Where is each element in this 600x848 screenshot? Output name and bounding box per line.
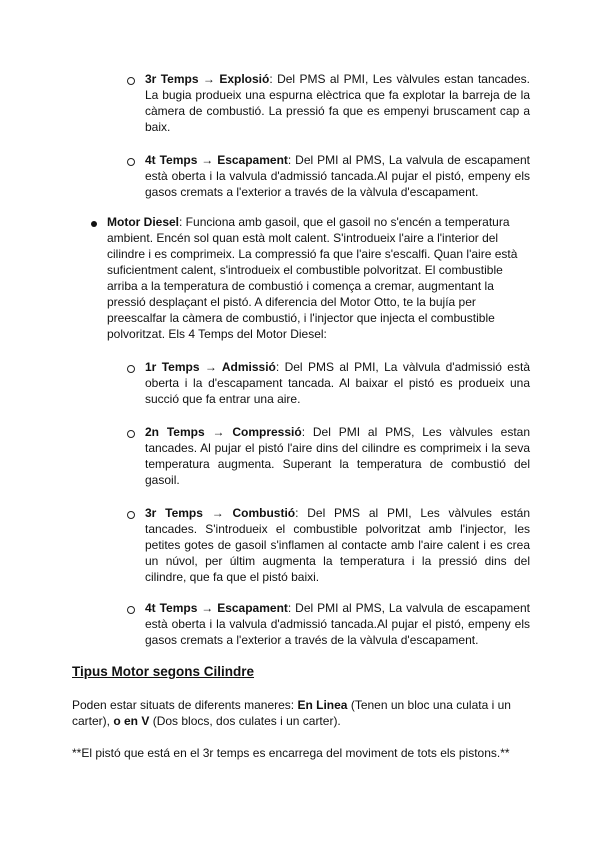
item-title: 2n Temps → Compressió: [145, 425, 302, 439]
item-text: : Del PMS al PMI, Les vàlvules están tancades. S'introdueix el combustible polvoritzat amb l'injector, les petites gotes de gasoil s'inflamen al contacte amb l'aire calent i es crea un núvol, per últim augmenta la temperatura i la pressió dins del cilindre, que fa que el pistó baixi.: [145, 506, 531, 584]
section-heading: Tipus Motor segons Cilindre: [72, 664, 255, 679]
diesel-title: Motor Diesel: [107, 215, 180, 229]
list-item: [145, 152, 530, 200]
para-bold: En Linea: [297, 698, 348, 712]
item-title: 4t Temps → Escapament: [145, 153, 288, 167]
diesel-text: : Funciona amb gasoil, que el gasoil no s'encén a temperatura ambient. Encén sol quan està molt calent. S'introdueix l'aire a l'interior del cilindre i es comprimeix. La compressió fa que l'aire s'escalfi. Quan l'aire està suficientment calent, s'introdueix el combustible polvoritzat. El combustible arriba a la temperatura de combustió i comença a cremar, augmentant la pressió desplaçant el pistó. A diferencia del Motor Otto, te la bujía per preescalfar la càmera de combustió, i l'injector que injecta el combustible polvoritzat. Els 4 Temps del Motor Diesel:: [107, 215, 518, 341]
hollow-bullet-icon: [127, 511, 135, 519]
list-item: [145, 71, 530, 135]
para-text: (Dos blocs, dos culates i un carter).: [149, 714, 341, 728]
para-bold: o en V: [113, 714, 150, 728]
item-text: : Del PMI al PMS, Les vàlvules estan tancades. Al pujar el pistó l'aire dins del cilindre es comprimeix i la seva temperatura augmenta. Superant la temperatura de combustió del gasoil.: [145, 425, 530, 487]
hollow-bullet-icon: [127, 77, 135, 85]
list-item: [145, 359, 530, 407]
list-item: [145, 505, 530, 585]
note-paragraph: **El pistó que está en el 3r temps es encarrega del moviment de tots els pistons.**: [72, 746, 510, 760]
filled-bullet-icon: [91, 221, 97, 227]
list-item: [145, 600, 530, 648]
hollow-bullet-icon: [127, 365, 135, 373]
item-text: : Del PMS al PMI, La vàlvula d'admissió està oberta i la d'escapament tancada. Al baixar el pistó es produeix una succió que fa entrar una aire.: [145, 360, 530, 406]
hollow-bullet-icon: [127, 430, 135, 438]
item-text: : Del PMI al PMS, La valvula de escapament està oberta i la valvula d'admissió tancada.Al pujar el pistó, empeny els gasos cremats a l'exterior a través de la vàlvula d'escapament.: [145, 601, 530, 647]
para-text: Poden estar situats de diferents maneres:: [72, 698, 298, 712]
item-text: : Del PMI al PMS, La valvula de escapament està oberta i la valvula d'admissió tancada.Al pujar el pistó, empeny els gasos cremats a l'exterior a través de la vàlvula d'escapament.: [145, 153, 530, 199]
paragraph: [72, 697, 527, 729]
item-title: 3r Temps → Combustió: [145, 506, 296, 520]
item-title: 3r Temps → Explosió: [145, 72, 270, 86]
list-item: [145, 424, 530, 488]
item-title: 1r Temps → Admissió: [145, 360, 276, 374]
list-item-diesel: [107, 214, 525, 342]
hollow-bullet-icon: [127, 606, 135, 614]
item-title: 4t Temps → Escapament: [145, 601, 288, 615]
hollow-bullet-icon: [127, 158, 135, 166]
para-text: (Tenen un bloc una culata i un carter),: [72, 698, 511, 728]
item-text: : Del PMS al PMI, Les vàlvules estan tancades. La bugia produeix una espurna elèctrica que fa explotar la barreja de la càmera de combustió. La pressió fa que es empenyi bruscament cap a baix.: [145, 72, 530, 134]
